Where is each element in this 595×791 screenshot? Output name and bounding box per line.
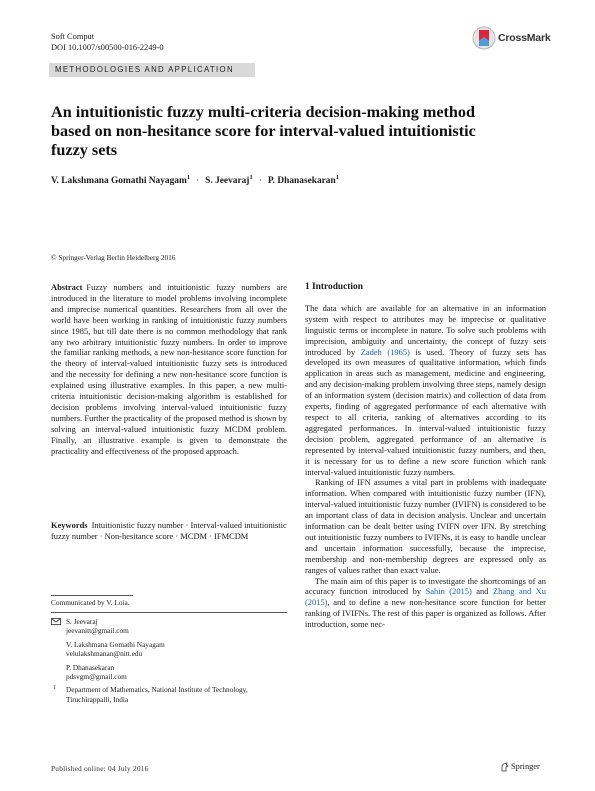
author-separator: · [196,176,200,187]
citation-link[interactable]: Zadeh (1965) [360,346,410,357]
abstract-text: Fuzzy numbers and intuitionistic fuzzy numbers are introduced in the literature to model problems involving incomplete and imprecise numerical quantities. Researchers from all over the world have been working in ranking of intuitionistic fuzzy numbers since 1985, but till date there is no common methodology that rank any two arbitrary intuitionistic fuzzy numbers. In order to improve the familiar ranking methods, a new non-hesitance score function for the theory of interval-valued intuitionistic fuzzy sets is introduced and the necessity for defining a new non-hesitance score function is explained using illustrative examples. In this paper, a new multi-criteria intuitionistic decision-making algorithm is established for decision problems involving interval-valued intuitionistic fuzzy numbers. Further the practicality of the proposed method is shown by solving an interval-valued intuitionistic fuzzy MCDM problem. Finally, an illustrative example is given to demonstrate the practicality and effectiveness of the proposed approach. [51,282,287,456]
crossmark-badge[interactable] [472,26,552,50]
author-separator: · [258,176,262,187]
author-name[interactable]: P. Dhanasekaran [267,176,336,187]
paragraph [305,303,546,478]
journal-info [51,31,164,53]
author-affil-mark: 1 [186,174,191,181]
contact-email[interactable]: pdsvgm@gmail.com [66,672,127,682]
published-date: Published online: 04 July 2016 [51,764,149,773]
introduction [305,282,546,630]
communicated-by: Communicated by V. Loia. [51,598,130,607]
text-run: , and to define a new non-hesitance score function for better ranking of IVIFNs. The rest of this paper is organized as follows. After introduction, some nec- [305,597,546,630]
citation-link[interactable]: Sahin (2015) [425,586,472,597]
author-affil-mark: 1 [249,174,253,181]
text-run: and [471,586,493,597]
paragraph: Ranking of IFN assumes a vital part in problems with inadequate information. When compared with intuitionistic fuzzy number (IFN), interval-valued intuitionistic fuzzy number (IVIFN) is considered to be an important class of data in decision analysis. Unclear and uncertain information can be dealt better using IVIFN over IFN. By stretching out intuitionistic fuzzy numbers to IVIFNs, it is easy to handle unclear and uncertain information successfully, because the imprecise, membership and non-membership degrees are expressed only as ranges of values rather than exact value. [305,477,546,575]
text-run: The main aim of this paper is to investigate the shortcomings of an accuracy function introduced by [305,575,546,597]
section-heading: 1 Introduction [305,282,363,292]
contact-email[interactable]: jeevanitt@gmail.com [66,626,129,636]
envelope-icon [51,618,61,625]
keywords [51,520,287,542]
abstract [51,282,287,457]
contact-block [51,617,287,708]
contact-entry [51,617,287,636]
citation-link[interactable]: Zhang and Xu (2015) [305,586,546,608]
footnote-rule [51,595,133,596]
section-banner [49,63,255,77]
text-run: is used. Theory of fuzzy sets has developed its own measures of qualitative information, which finds application in areas such as management, medicine and engineering, and any decision-making problem involving three steps, namely design of an information system (decision matrix) and collection of data from experts, finding of aggregated performance of each alternative with respect to all criteria, ranking of alternatives according to its aggregated performances. In interval-valued intuitionistic fuzzy decision problem, aggregated performance of an alternative is represented by interval-valued intuitionistic fuzzy numbers, and then, it is necessary for us to define a new score function which rank interval-valued intuitionistic fuzzy numbers. [305,346,546,477]
author-list [51,174,531,186]
publisher-name: Springer [511,762,540,771]
contact-entry [51,663,287,682]
section-label: METHODOLOGIES AND APPLICATION [55,65,234,74]
springer-horse-icon [500,762,509,772]
contact-entry [51,640,287,659]
affiliation [51,685,287,704]
paper-title: An intuitionistic fuzzy multi-criteria decision-making method based on non-hesitance score for interval-valued intuitionistic fuzzy sets [51,103,476,159]
journal-name: Soft Comput [51,32,95,41]
contact-name: P. Dhanasekaran [66,662,115,672]
author-name[interactable]: S. Jeevaraj [205,176,250,187]
author-affil-mark: 1 [335,174,339,181]
keywords-heading: Keywords [51,520,88,530]
contact-email[interactable]: velulakshmanan@nitt.edu [66,649,143,659]
author-name[interactable]: V. Lakshmana Gomathi Nayagam [51,176,187,187]
crossmark-icon [472,26,496,50]
contact-divider [51,612,287,613]
affiliation-number: 1 [53,685,56,692]
doi[interactable]: DOI 10.1007/s00500-016-2249-0 [51,43,164,52]
contact-name: S. Jeevaraj [66,617,98,626]
affiliation-text: Department of Mathematics, National Institute of Technology, Tiruchirappalli, India [66,685,248,704]
text-run: The data which are available for an alternative in an information system with respect to attributes may be imprecise or qualitative linguistic terms or incomplete in nature. To solve such problems with imprecision, ambiguity and uncertainty, the concept of fuzzy sets introduced by [305,302,546,357]
contact-name: V. Lakshmana Gomathi Nayagam [66,639,165,649]
copyright-notice: © Springer-Verlag Berlin Heidelberg 2016 [51,253,176,262]
abstract-heading: Abstract [51,282,83,292]
crossmark-label: CrossMark [498,32,551,44]
keywords-text: Intuitionistic fuzzy number · Interval-valued intuitionistic fuzzy number · Non-hesitance score · MCDM · IFMCDM [51,520,287,541]
paragraph [305,576,546,631]
